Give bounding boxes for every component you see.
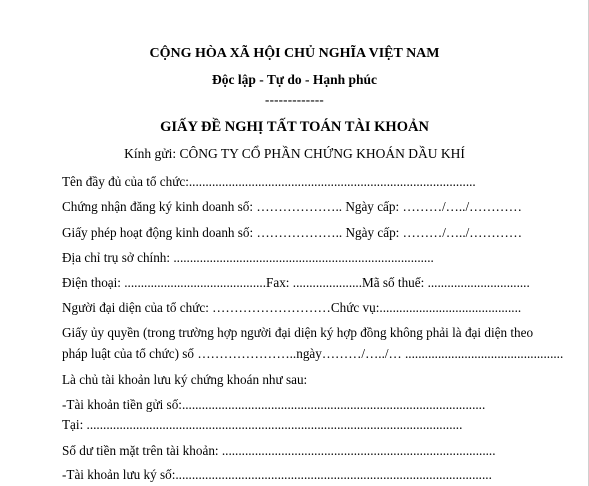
recipient-line: Kính gửi: CÔNG TY CỔ PHẦN CHỨNG KHOÁN DẦU KHÍ xyxy=(124,146,465,161)
org-name-field: Tên đầy đủ của tổ chức:....................................................................................... xyxy=(62,174,476,189)
national-title: CỘNG HÒA XÃ HỘI CHỦ NGHĨA VIỆT NAM xyxy=(149,46,440,61)
authorization-line-1: Giấy ủy quyền (trong trường hợp người đại diện ký hợp đồng không phải là đại diện theo xyxy=(62,325,534,340)
deposit-account-field: -Tài khoản tiền gửi số:............................................................................................ xyxy=(62,397,486,412)
national-motto: Độc lập - Tự do - Hạnh phúc xyxy=(211,72,378,87)
business-registration-field: Chứng nhận đăng ký kinh doanh số: ……………….. Ngày cấp: ………/…../………… xyxy=(62,199,522,214)
authorization-line-2: pháp luật của tổ chức) số …………………..ngày………/…../… ................................................ xyxy=(62,346,564,361)
cash-balance-field: Số dư tiền mặt trên tài khoản: ................................................................................... xyxy=(62,443,496,458)
bank-at-field: Tại: .................................................................................................................. xyxy=(62,417,463,432)
header-separator: ------------- xyxy=(265,92,324,107)
custody-account-field: -Tài khoản lưu ký số:................................................................................................ xyxy=(62,467,492,482)
hq-address-field: Địa chỉ trụ sở chính: ............................................................................... xyxy=(62,250,434,265)
document-title: GIẤY ĐỀ NGHỊ TẤT TOÁN TÀI KHOẢN xyxy=(160,119,429,135)
phone-fax-tax-field: Điện thoại: ...........................................Fax: .....................Mã số thuế: ............................... xyxy=(62,275,530,290)
representative-field: Người đại diện của tổ chức: ………………………Chức vụ:........................................... xyxy=(62,300,522,315)
operating-license-field: Giấy phép hoạt động kinh doanh số: ……………….. Ngày cấp: ………/…../………… xyxy=(62,225,523,240)
account-owner-line: Là chủ tài khoản lưu ký chứng khoán như sau: xyxy=(62,372,308,387)
